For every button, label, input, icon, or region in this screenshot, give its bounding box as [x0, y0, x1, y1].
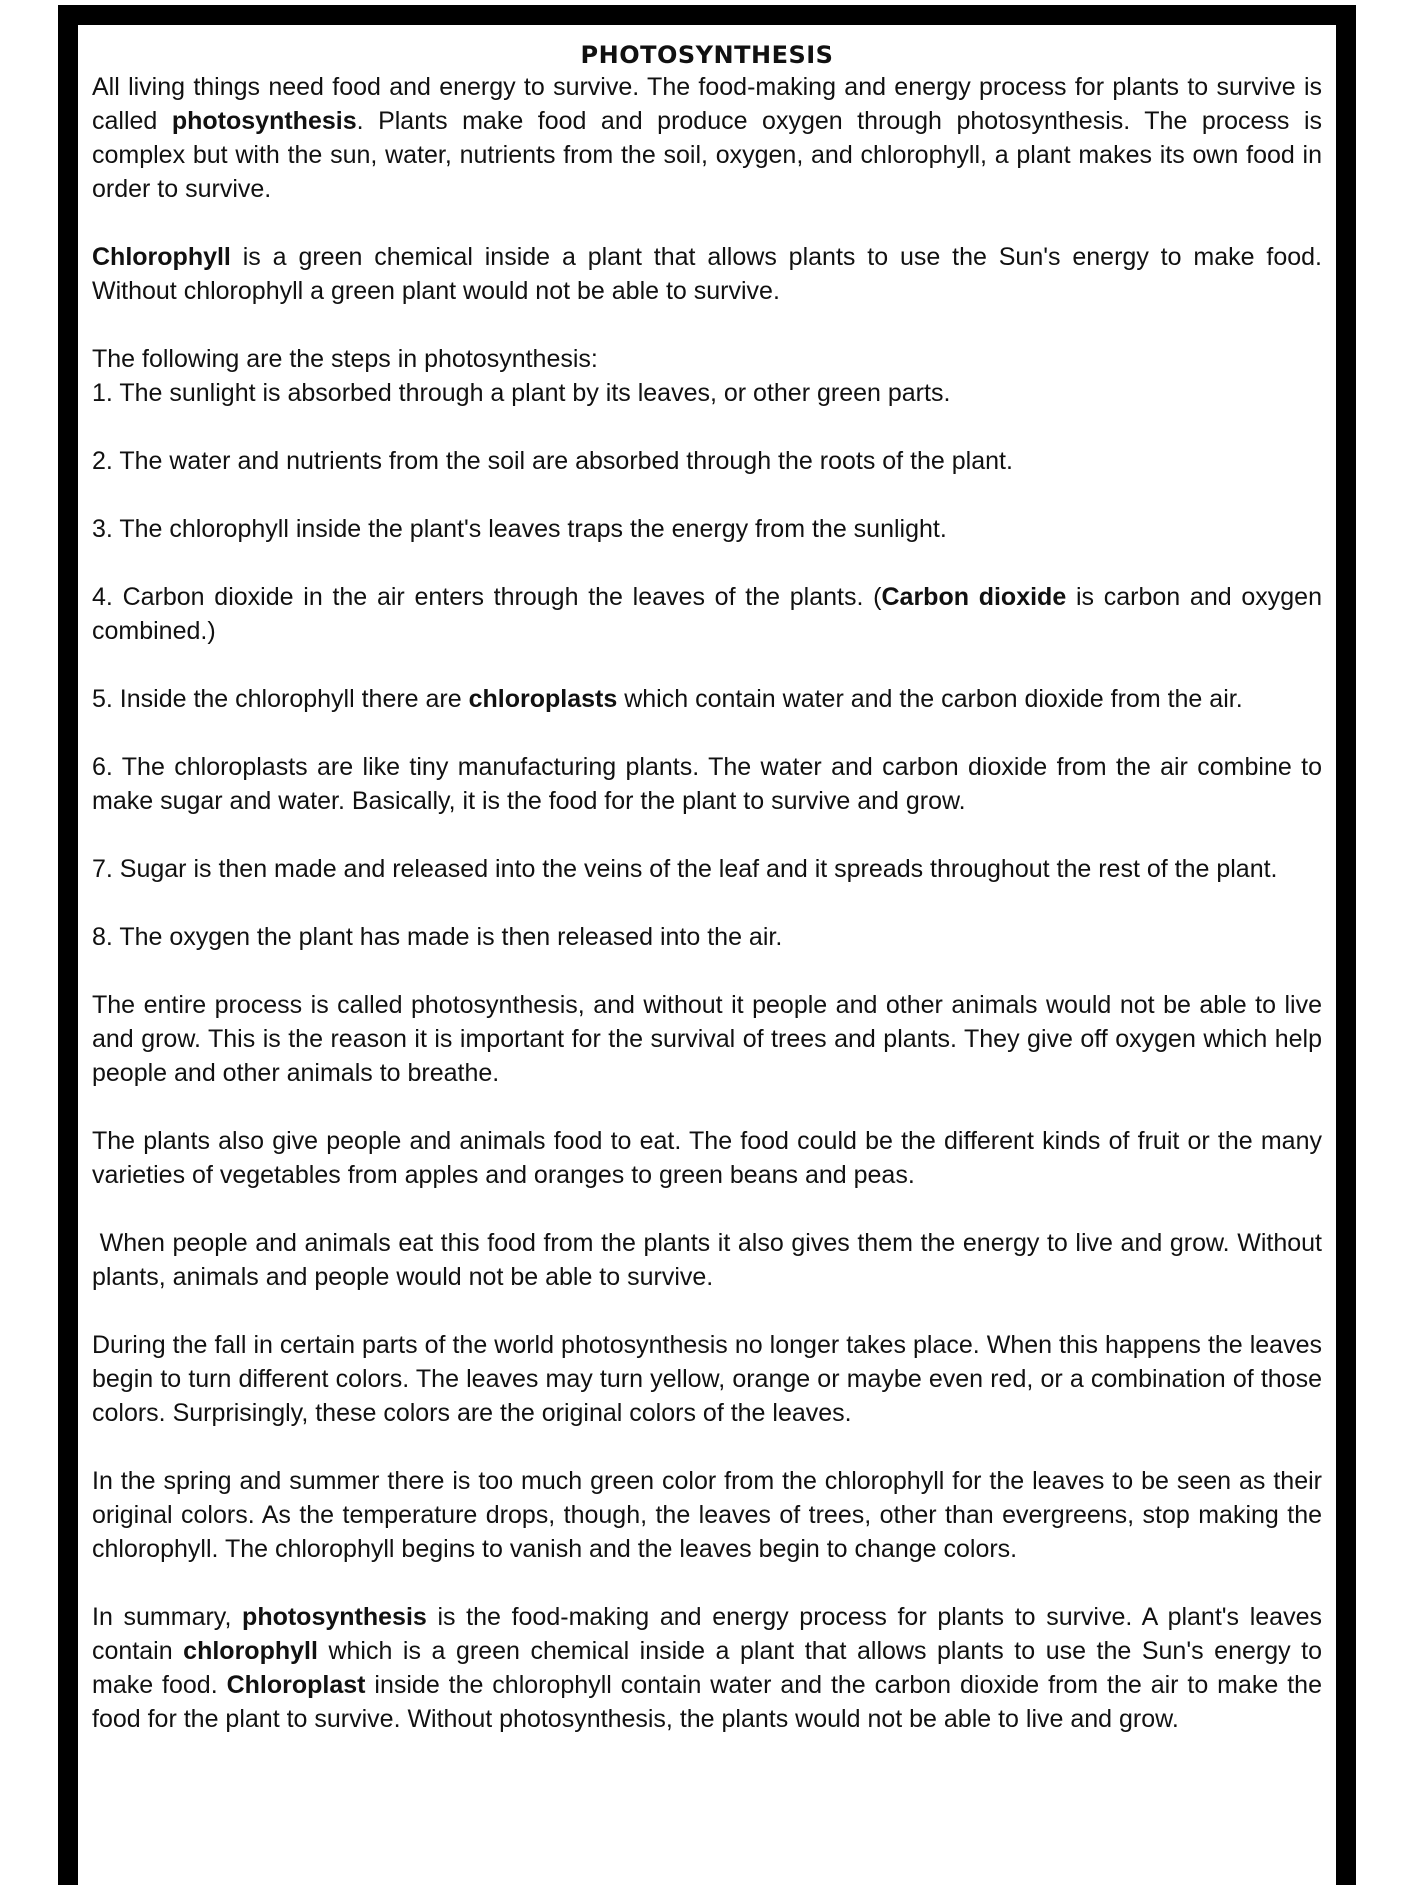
page-title: PHOTOSYNTHESIS [580, 41, 834, 69]
term-photosynthesis: photosynthesis [171, 107, 357, 135]
summary-text-e: which is a green chemical inside a plant that allows plants to use the Sun's energy to make food. [92, 1637, 1323, 1699]
term-chloroplasts: chloroplasts [468, 685, 618, 713]
summary-text-g: inside the chlorophyll contain water and the carbon dioxide from the air to make the food for the plant to survive. Without photosynthesis, the plants would not be able to live and grow. [92, 1671, 1322, 1733]
summary-term-chlorophyll: chlorophyll [183, 1637, 318, 1665]
term-carbon-dioxide: Carbon dioxide [881, 583, 1067, 611]
intro-text-a: All living things need food and energy to survive. The food-making and energy process for plants to survive is called [92, 73, 1322, 135]
fall-paragraph: During the fall in certain parts of the world photosynthesis no longer takes place. When this happens the leaves begin to turn different colors. The leaves may turn yellow, orange or maybe even red, or a combination of those colors. Surprisingly, these colors are the original colors of the leaves. [92, 1331, 1322, 1427]
summary-text-a: In summary, [92, 1603, 243, 1631]
document-body [92, 38, 1322, 1736]
spring-paragraph: In the spring and summer there is too much green color from the chlorophyll for the leaves to be seen as their original colors. As the temperature drops, though, the leaves of trees, other than evergreens, stop making the chlorophyll. The chlorophyll begins to vanish and the leaves begin to change colors. [92, 1467, 1322, 1563]
summary-text-c: is the food-making and energy process for plants to survive. A plant's leaves contain [92, 1603, 1322, 1665]
energy-text: When people and animals eat this food from the plants it also gives them the energy to live and grow. Without plants, animals and people would not be able to survive. [92, 1229, 1322, 1291]
food-paragraph: The plants also give people and animals food to eat. The food could be the different kinds of fruit or the many varieties of vegetables from apples and oranges to green beans and peas. [92, 1127, 1322, 1189]
steps-intro: The following are the steps in photosynthesis: [92, 345, 598, 373]
summary-term-chloroplast: Chloroplast [226, 1671, 366, 1699]
step-4 [92, 580, 1322, 648]
step-3: 3. The chlorophyll inside the plant's leaves traps the energy from the sunlight. [92, 515, 947, 543]
summary-paragraph [92, 1600, 1322, 1736]
term-chlorophyll: Chlorophyll [92, 243, 231, 271]
step-5 [92, 682, 1322, 716]
step-7: 7. Sugar is then made and released into the veins of the leaf and it spreads throughout the rest of the plant. [92, 855, 1278, 883]
step-8: 8. The oxygen the plant has made is then released into the air. [92, 923, 783, 951]
step-6: 6. The chloroplasts are like tiny manufacturing plants. The water and carbon dioxide from the air combine to make sugar and water. Basically, it is the food for the plant to survive and grow. [92, 753, 1322, 815]
step-4-text-c: is carbon and oxygen combined.) [92, 583, 1322, 645]
entire-process-paragraph: The entire process is called photosynthesis, and without it people and other animals would not be able to live and grow. This is the reason it is important for the survival of trees and plants. They give off oxygen which help people and other animals to breathe. [92, 991, 1322, 1087]
chlorophyll-text: is a green chemical inside a plant that allows plants to use the Sun's energy to make food. Without chlorophyll a green plant would not be able to survive. [92, 243, 1322, 305]
step-5-text-a: 5. Inside the chlorophyll there are [92, 685, 469, 713]
step-2: 2. The water and nutrients from the soil are absorbed through the roots of the plant. [92, 447, 1013, 475]
intro-paragraph [92, 70, 1322, 206]
step-5-text-c: which contain water and the carbon dioxide from the air. [617, 685, 1243, 713]
summary-term-photosynthesis: photosynthesis [242, 1603, 427, 1631]
energy-paragraph [92, 1226, 1322, 1294]
step-1: 1. The sunlight is absorbed through a plant by its leaves, or other green parts. [92, 379, 951, 407]
chlorophyll-paragraph [92, 240, 1322, 308]
intro-text-c: . Plants make food and produce oxygen through photosynthesis. The process is complex but with the sun, water, nutrients from the soil, oxygen, and chlorophyll, a plant makes its own food in order to survive. [92, 107, 1323, 203]
step-4-text-a: 4. Carbon dioxide in the air enters through the leaves of the plants. ( [92, 583, 882, 611]
